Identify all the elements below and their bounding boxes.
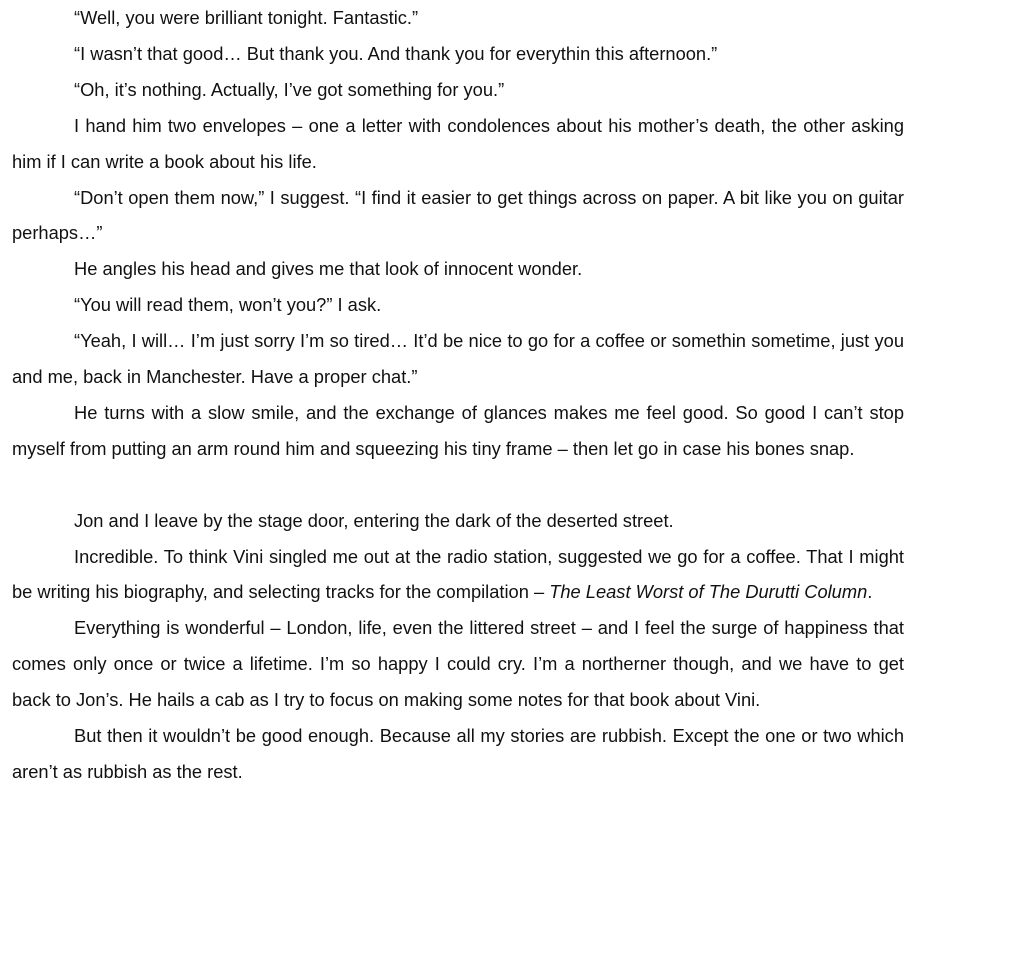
paragraph-incredible-text: Incredible. To think Vini singled me out at the radio station, suggested we go for a coffee. That I might be writing his biography, and selecting tracks for the compilation – [12, 545, 904, 603]
compilation-title: The Least Worst of The Durutti Column [549, 581, 868, 603]
paragraph-brilliant-tonight: “Well, you were brilliant tonight. Fantastic.” [74, 7, 419, 28]
document-page [12, 0, 904, 790]
paragraph-stage-door: Jon and I leave by the stage door, entering the dark of the deserted street. [74, 509, 674, 531]
paragraph-innocent-wonder: He angles his head and gives me that look of innocent wonder. [74, 258, 583, 280]
paragraph-yeah-i-will: “Yeah, I will… I’m just sorry I’m so tired… It’d be nice to go for a coffee or somethin sometime, just you and me, back in Manchester. Have a proper chat.” [12, 330, 904, 388]
section-break [12, 467, 904, 503]
paragraph-read-them: “You will read them, won’t you?” I ask. [74, 294, 382, 316]
paragraph-slow-smile: He turns with a slow smile, and the exchange of glances makes me feel good. So good I can’t stop myself from putting an arm round him and squeezing his tiny frame – then let go in case his bones snap. [12, 401, 904, 459]
paragraph-rubbish-stories: But then it wouldn’t be good enough. Because all my stories are rubbish. Except the one or two which aren’t as rubbish as the rest. [12, 725, 904, 783]
paragraph-incredible [12, 539, 904, 611]
paragraph-everything-wonderful: Everything is wonderful – London, life, even the littered street – and I feel the surge of happiness that comes only once or twice a lifetime. I’m so happy I could cry. I’m a northerner though, and we have to get back to Jon’s. He hails a cab as I try to focus on making some notes for that book about Vini. [12, 617, 904, 711]
paragraph-wasnt-that-good: “I wasn’t that good… But thank you. And thank you for everythin this afternoon.” [74, 42, 718, 64]
paragraph-got-something: “Oh, it’s nothing. Actually, I’ve got something for you.” [74, 78, 505, 100]
paragraph-dont-open: “Don’t open them now,” I suggest. “I find it easier to get things across on paper. A bit like you on guitar perhaps…” [12, 186, 904, 244]
paragraph-two-envelopes: I hand him two envelopes – one a letter with condolences about his mother’s death, the other asking him if I can write a book about his life. [12, 114, 904, 172]
paragraph-incredible-end: . [867, 581, 873, 603]
